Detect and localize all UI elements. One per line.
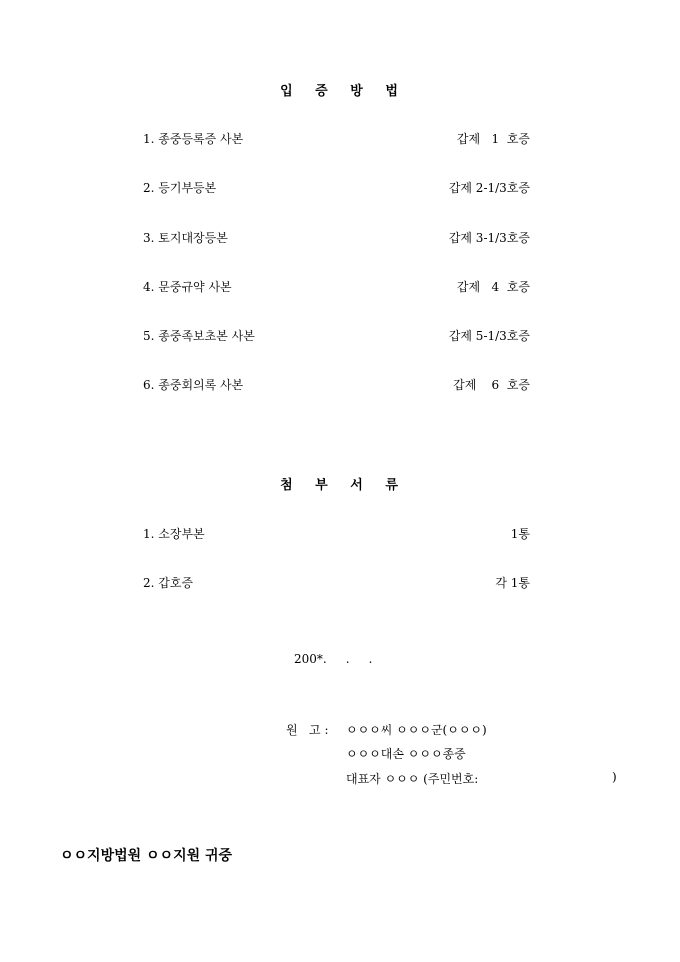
- evidence-item-ref: 갑제 2-1/3호증: [448, 181, 530, 195]
- evidence-title-char: 법: [385, 84, 400, 99]
- attachment-item: [143, 574, 530, 592]
- evidence-item-ref: 갑제 5-1/3호증: [448, 329, 530, 343]
- attachments-title-char: 서: [350, 478, 365, 493]
- evidence-item-ref: 갑제 4 호증: [456, 280, 530, 294]
- plaintiff-label: 원 고 :: [286, 723, 329, 737]
- evidence-item-name: 2. 등기부등본: [143, 181, 217, 195]
- evidence-title-char: 방: [350, 84, 365, 99]
- evidence-item-ref: 갑제 6 호증: [453, 378, 530, 392]
- plaintiff-id-close: ): [612, 770, 617, 784]
- attachment-item-count: 각 1통: [495, 576, 530, 590]
- attachment-item: [143, 525, 530, 543]
- attachment-item-count: 1통: [510, 527, 530, 541]
- evidence-title: [0, 80, 680, 99]
- attachment-item-name: 1. 소장부본: [143, 527, 205, 541]
- evidence-title-char: 증: [315, 84, 330, 99]
- attachment-item-name: 2. 갑호증: [143, 576, 194, 590]
- evidence-item: [143, 130, 530, 148]
- attachments-title-char: 류: [385, 478, 400, 493]
- evidence-item: [143, 179, 530, 197]
- plaintiff-representative: 대표자 ㅇㅇㅇ (주민번호:: [346, 772, 479, 786]
- plaintiff-block: [0, 721, 680, 791]
- evidence-item-ref: 갑제 1 호증: [456, 132, 530, 146]
- plaintiff-clan: ㅇㅇㅇ대손 ㅇㅇㅇ종중: [346, 747, 466, 761]
- court-addressee: ㅇㅇ지방법원 ㅇㅇ지원 귀중: [60, 848, 233, 864]
- evidence-item-name: 3. 토지대장등본: [143, 231, 228, 245]
- attachments-title-char: 부: [315, 478, 330, 493]
- evidence-item-name: 1. 종중등록증 사본: [143, 132, 244, 146]
- document-date: 200*. . .: [294, 652, 373, 666]
- evidence-item: [143, 278, 530, 296]
- evidence-item-name: 6. 종중회의록 사본: [143, 378, 244, 392]
- evidence-item: [143, 229, 530, 247]
- evidence-item-ref: 갑제 3-1/3호증: [448, 231, 530, 245]
- evidence-title-char: 입: [280, 84, 295, 99]
- attachments-title-char: 첨: [280, 478, 295, 493]
- plaintiff-name: ㅇㅇㅇ씨 ㅇㅇㅇ군(ㅇㅇㅇ): [346, 723, 487, 737]
- evidence-item: [143, 376, 530, 394]
- evidence-item: [143, 327, 530, 345]
- evidence-item-name: 5. 종중족보초본 사본: [143, 329, 255, 343]
- attachments-title: [0, 474, 680, 493]
- evidence-item-name: 4. 문중규약 사본: [143, 280, 232, 294]
